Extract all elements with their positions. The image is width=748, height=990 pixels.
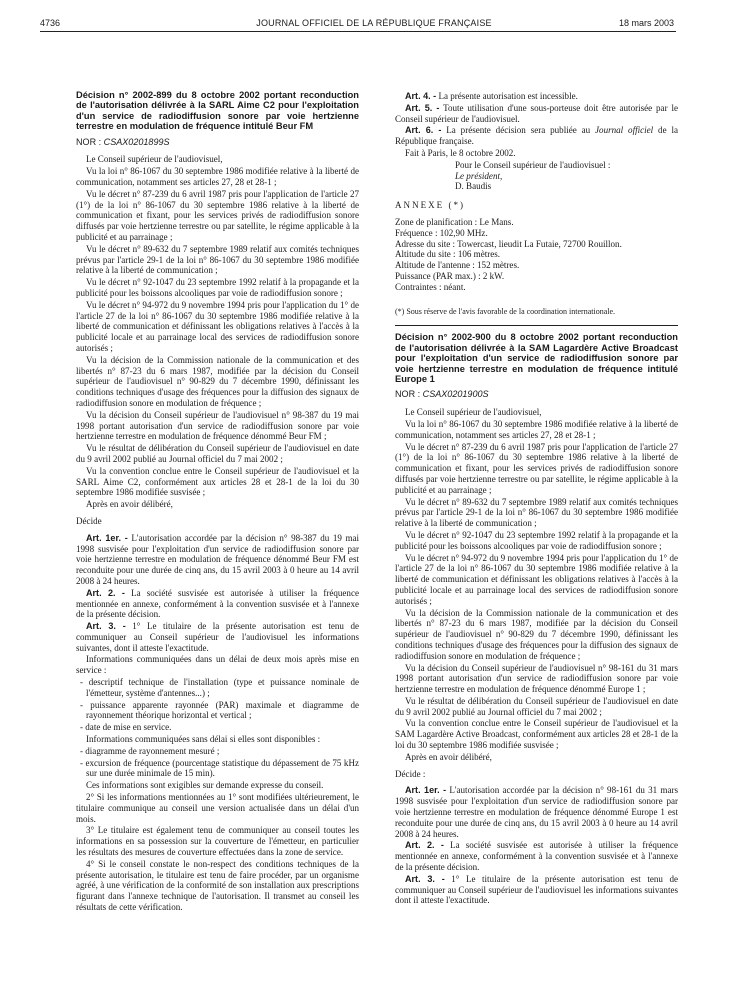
article-3-paragraph: - puissance apparente rayonnée (PAR) maximale et diagramme de rayonnement théorique horizontal et vertical ; [80, 699, 359, 721]
visa-paragraph: Vu le résultat de délibération du Conseil supérieur de l'audiovisuel en date du 9 avril 2002 publié au Journal officiel du 7 mai 2002 ; [395, 695, 678, 717]
article-6 [395, 125, 678, 147]
visa-paragraph: Le Conseil supérieur de l'audiovisuel, [86, 154, 223, 165]
article-text: La présente autorisation est incessible. [438, 91, 578, 101]
decide-heading: Décide : [395, 768, 426, 779]
nor-code: CSAX0201900S [422, 389, 489, 400]
signature-line: Pour le Conseil supérieur de l'audiovisuel : [455, 159, 611, 170]
left-column [76, 90, 359, 914]
article-text: L'autorisation accordée par la décision n° 98-161 du 31 mars 1998 susvisée pour l'exploitation d'un service de radiodiffusion sonore par voie hertzienne terrestre en modulation de fréquence dénommé Europe 1 est reconduite pour une durée de cinq ans, du 15 avril 2003 à 0 heure au 14 avril 2008 à 24 heures. [395, 785, 679, 839]
visa-paragraph: Vu la décision de la Commission nationale de la communication et des libertés n° 87-23 du 6 mars 1987, modifiée par la décision du Conseil supérieur de l'audiovisuel n° 90-829 du 7 décembre 1990, définissant les conditions techniques d'usage des fréquences pour la diffusion des signaux de radiodiffusion sonore en modulation de fréquence ; [76, 354, 359, 408]
article-3-paragraph: Informations communiquées dans un délai de deux mois après mise en service : [76, 654, 359, 676]
article-text: Toute utilisation d'une sous-porteuse doit être autorisée par le Conseil supérieur de l'audiovisuel. [395, 102, 678, 124]
article-text: La présente décision sera publiée au [446, 125, 596, 136]
section-divider [395, 325, 678, 326]
article-label: Art. 1er. - [86, 532, 128, 543]
article-label: Art. 3. - [405, 873, 445, 884]
visa-paragraph: Après en avoir délibéré, [86, 499, 173, 510]
article-3-details [76, 654, 359, 912]
journal-title: JOURNAL OFFICIEL DE LA RÉPUBLIQUE FRANÇAISE [256, 18, 492, 28]
article-label: Art. 1er. - [405, 785, 447, 796]
decide-heading: Décide [76, 515, 102, 526]
visa-list [395, 407, 678, 763]
article-3-paragraph: - descriptif technique de l'installation (type et puissance nominale de l'émetteur, système d'antennes...) ; [80, 677, 359, 698]
annex-row: Contraintes : néant. [395, 281, 466, 292]
annex-footnote: (*) Sous réserve de l'avis favorable de la coordination internationale. [395, 306, 616, 316]
annex-row: Puissance (PAR max.) : 2 kW. [395, 270, 505, 281]
annex-row: Altitude de l'antenne : 152 mètres. [395, 260, 520, 271]
article-text: L'autorisation accordée par la décision n° 98-387 du 19 mai 1998 susvisée pour l'exploitation d'un service de radiodiffusion sonore par voie hertzienne terrestre en modulation de fréquence dénommé Beur FM est reconduite pour une durée de cinq ans, du 15 avril 2003 à 0 heure au 14 avril 2008 à 24 heures. [76, 532, 360, 586]
article-label: Art. 6. - [405, 125, 442, 136]
decision-title: Décision n° 2002-899 du 8 octobre 2002 portant reconduction de l'autorisation délivrée à la SARL Aime C2 pour l'exploitation d'un service de radiodiffusion sonore par voie hertzienne terrestre en modulation de fréquence intitulé Beur FM [76, 90, 359, 132]
annex-row: Zone de planification : Le Mans. [395, 216, 514, 227]
annex-title: ANNEXE (*) [395, 200, 465, 211]
article-1 [76, 533, 359, 587]
article-text: 1° Le titulaire de la présente autorisation est tenu de communiquer au Conseil supérieur de l'audiovisuel les informations suivantes dont il atteste l'exactitude. [395, 873, 678, 906]
article-text: de la République française. [395, 125, 678, 147]
page-header [0, 18, 748, 32]
visa-paragraph: Vu la loi n° 86-1067 du 30 septembre 1986 modifiée relative à la liberté de communication, notamment ses articles 27, 28 et 28-1 ; [76, 166, 359, 188]
header-rule [40, 31, 676, 32]
article-text: La société susvisée est autorisée à utiliser la fréquence mentionnée en annexe, conformément à la convention susvisée et à l'annexe de la présente décision. [395, 840, 678, 873]
article-3 [76, 621, 359, 653]
article-1 [395, 785, 678, 839]
done-at: Fait à Paris, le 8 octobre 2002. [405, 147, 516, 158]
nor-label: NOR [76, 136, 97, 147]
right-column [395, 91, 678, 907]
article-label: Art. 4. - [405, 91, 437, 101]
visa-paragraph: Vu le décret n° 89-632 du 7 septembre 1989 relatif aux comités techniques prévus par l'article 29-1 de la loi n° 86-1067 du 30 septembre 1986 modifiée relative à la liberté de communication ; [76, 243, 359, 276]
visa-paragraph: Vu la loi n° 86-1067 du 30 septembre 1986 modifiée relative à la liberté de communication, notamment ses articles 27, 28 et 28-1 ; [395, 418, 678, 440]
visa-paragraph: Vu la convention conclue entre le Conseil supérieur de l'audiovisuel et la SARL Aime C2, conformément aux articles 28 et 28-1 de la loi du 30 septembre 1986 modifiée susvisée ; [76, 465, 359, 498]
signature-name: D. Baudis [455, 181, 492, 192]
visa-paragraph: Vu le décret n° 94-972 du 9 novembre 1994 pris pour l'application du 1° de l'article 27 de la loi n° 86-1067 du 30 septembre 1986 modifiée relative à la liberté de communication et définissant les obligations relatives à l'accès à la publicité locale et au parrainage local des services de radiodiffusion sonore autorisés ; [395, 552, 678, 606]
article-3-paragraph: Informations communiquées sans délai si elles sont disponibles : [86, 734, 321, 745]
annex-row: Fréquence : 102,90 MHz. [395, 227, 488, 238]
article-3-paragraph: 3° Le titulaire est également tenu de communiquer au conseil toutes les informations en sa possession sur la couverture de l'émetteur, en particulier les résultats des mesures de couverture effectuées dans la zone de service. [76, 825, 359, 858]
nor-reference: NOR : CSAX0201900S [395, 389, 489, 400]
article-label: Art. 3. - [86, 621, 126, 632]
issue-date: 18 mars 2003 [618, 18, 674, 28]
article-3-paragraph: 4° Si le conseil constate le non-respect des conditions techniques de la présente autorisation, le titulaire est tenu de faire procéder, par un organisme agréé, à une vérification de la conformité de son installation aux prescriptions figurant dans l'annexe technique de l'autorisation. Il transmet au conseil les résultats de cette vérification. [76, 858, 359, 913]
visa-paragraph: Vu le résultat de délibération du Conseil supérieur de l'audiovisuel en date du 9 avril 2002 publié au Journal officiel du 7 mai 2002 ; [76, 443, 359, 464]
visa-paragraph: Vu le décret n° 92-1047 du 23 septembre 1992 relatif à la propagande et la publicité pour les boissons alcooliques par voie de radiodiffusion sonore ; [395, 529, 678, 551]
annex-row: Altitude du site : 106 mètres. [395, 249, 501, 260]
article-2 [76, 588, 359, 620]
visa-paragraph: Vu le décret n° 87-239 du 6 avril 1987 pris pour l'application de l'article 27 (1°) de la loi n° 86-1067 du 30 septembre 1986 relative à la liberté de communication et fixant, pour les services privés de radiodiffusion sonore diffusés par voie hertzienne terrestre ou par satellite, le régime applicable à la publicité et au parrainage ; [395, 441, 678, 495]
visa-list [76, 154, 359, 510]
visa-paragraph: Le Conseil supérieur de l'audiovisuel, [405, 407, 542, 418]
article-label: Art. 2. - [86, 587, 125, 598]
visa-paragraph: Vu le décret n° 94-972 du 9 novembre 1994 pris pour l'application du 1° de l'article 27 de la loi n° 86-1067 du 30 septembre 1986 modifiée relative à la liberté de communication et définissant les obligations relatives à l'accès à la publicité locale et au parrainage local des services de radiodiffusion sonore autorisés ; [76, 299, 359, 353]
nor-code: CSAX0201899S [103, 136, 170, 147]
page-number: 4736 [40, 18, 61, 28]
visa-paragraph: Vu la décision du Conseil supérieur de l'audiovisuel n° 98-387 du 19 mai 1998 portant autorisation d'un service de radiodiffusion sonore par voie hertzienne terrestre en modulation de fréquence dénommé Beur FM ; [76, 409, 359, 442]
article-label: Art. 5. - [405, 102, 440, 113]
visa-paragraph: Après en avoir délibéré, [405, 751, 492, 762]
article-3 [395, 874, 678, 906]
article-3-paragraph: Ces informations sont exigibles sur demande expresse du conseil. [86, 780, 324, 791]
visa-paragraph: Vu la convention conclue entre le Conseil supérieur de l'audiovisuel et la SAM Lagardère Active Broadcast, conformément aux articles 28 et 28-1 de la loi du 30 septembre 1986 modifiée susvisée ; [395, 718, 678, 751]
nor-reference: NOR : CSAX0201899S [76, 136, 170, 147]
visa-paragraph: Vu le décret n° 89-632 du 7 septembre 1989 relatif aux comités techniques prévus par l'article 29-1 de la loi n° 86-1067 du 30 septembre 1986 modifiée relative à la liberté de communication ; [395, 496, 678, 529]
article-3-paragraph: - excursion de fréquence (pourcentage statistique du dépassement de 75 kHz sur une durée minimale de 15 min). [80, 757, 359, 779]
article-3-paragraph: - diagramme de rayonnement mesuré ; [80, 745, 220, 756]
article-3-paragraph: - date de mise en service. [80, 722, 172, 733]
journal-reference: Journal officiel [595, 125, 654, 136]
visa-paragraph: Vu la décision du Conseil supérieur de l'audiovisuel n° 98-161 du 31 mars 1998 portant autorisation d'un service de radiodiffusion sonore par voie hertzienne terrestre en modulation de fréquence dénommé Europe 1 ; [395, 662, 678, 695]
signature-title [395, 171, 678, 182]
article-text: La société susvisée est autorisée à utiliser la fréquence mentionnée en annexe, conformément à la convention susvisée et à l'annexe de la présente décision. [76, 587, 359, 620]
visa-paragraph: Vu le décret n° 92-1047 du 23 septembre 1992 relatif à la propagande et la publicité pour les boissons alcooliques par voie de radiodiffusion sonore ; [76, 277, 359, 298]
annex-row: Adresse du site : Towercast, lieudit La Futaie, 72700 Rouillon. [395, 238, 622, 249]
article-4 [395, 91, 678, 102]
article-2 [395, 840, 678, 872]
article-text: 1° Le titulaire de la présente autorisation est tenu de communiquer au Conseil supérieur de l'audiovisuel les informations suivantes, dont il atteste l'exactitude. [76, 621, 359, 653]
visa-paragraph: Vu le décret n° 87-239 du 6 avril 1987 pris pour l'application de l'article 27 (1°) de la loi n° 86-1067 du 30 septembre 1986 relative à la liberté de communication et fixant, pour les services privés de radiodiffusion sonore diffusés par voie hertzienne terrestre ou par satellite, le régime applicable à la publicité et au parrainage ; [76, 188, 359, 242]
visa-paragraph: Vu la décision de la Commission nationale de la communication et des libertés n° 87-23 du 6 mars 1987, modifiée par la décision du Conseil supérieur de l'audiovisuel n° 90-829 du 7 décembre 1990, définissant les conditions techniques d'usage des fréquences pour la diffusion des signaux de radiodiffusion sonore en modulation de fréquence ; [395, 607, 678, 661]
article-5 [395, 103, 678, 125]
article-3-paragraph: 2° Si les informations mentionnées au 1° sont modifiées ultérieurement, le titulaire communique au conseil une version actualisée dans un délai d'un mois. [76, 792, 359, 824]
annex-table [395, 217, 678, 293]
signature-role: Le président, [455, 170, 503, 181]
article-label: Art. 2. - [405, 840, 444, 851]
decision-title: Décision n° 2002-900 du 8 octobre 2002 portant reconduction de l'autorisation délivrée à la SAM Lagardère Active Broadcast pour l'exploitation d'un service de radiodiffusion sonore par voie hertzienne terrestre en modulation de fréquence intitulé Europe 1 [395, 332, 678, 384]
nor-label: NOR [395, 389, 416, 400]
